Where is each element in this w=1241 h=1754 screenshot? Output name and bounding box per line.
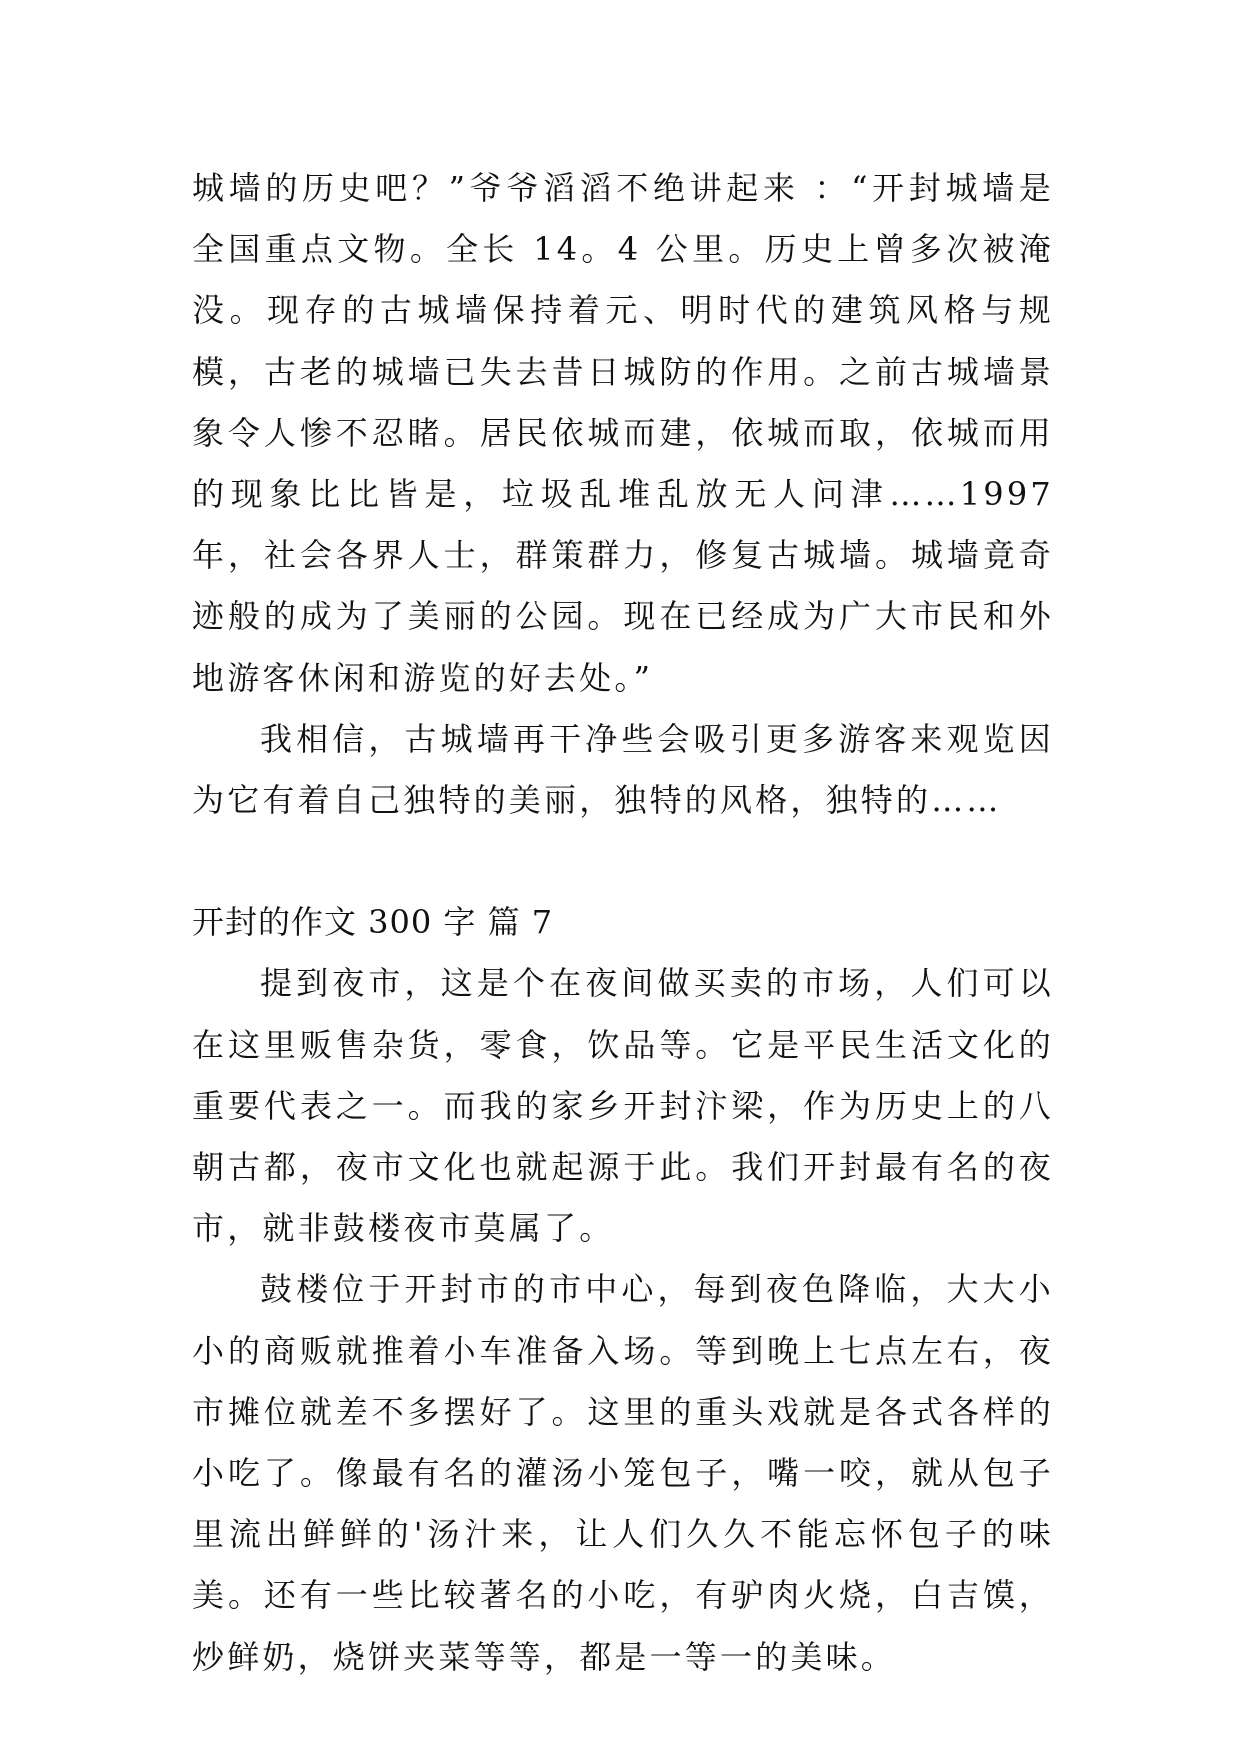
section-spacer xyxy=(192,831,1054,892)
paragraph-city-wall-conclusion: 我相信，古城墙再干净些会吸引更多游客来观览因为它有着自己独特的美丽，独特的风格，独特的…… xyxy=(192,719,1054,820)
paragraph-drum-tower-snacks: 鼓楼位于开封市的市中心，每到夜色降临，大大小小的商贩就推着小车准备入场。等到晚上七点左右，夜市摊位就差不多摆好了。这里的重头戏就是各式各样的小吃了。像最有名的灌汤小笼包子，嘴一咬，就从包子里流出鲜鲜的'汤汁来，让人们久久不能忘怀包子的味美。还有一些比较著名的小吃，有驴肉火烧，白吉馍，炒鲜奶，烧饼夹菜等等，都是一等一的美味。 xyxy=(192,1270,1054,1676)
paragraph-city-wall-history: 城墙的历史吧？”爷爷滔滔不绝讲起来 ：“开封城墙是全国重点文物。全长 14。4 公里。历史上曾多次被淹没。现存的古城墙保持着元、明时代的建筑风格与规模，古老的城墙已失去昔日城防的作用。之前古城墙景象令人惨不忍睹。居民依城而建，依城而取，依城而用的现象比比皆是，垃圾乱堆乱放无人问津……1997 年，社会各界人士，群策群力，修复古城墙。城墙竟奇迹般的成为了美丽的公园。现在已经成为广大市民和外地游客休闲和游览的好去处。” xyxy=(192,169,1054,697)
paragraph-night-market-intro: 提到夜市，这是个在夜间做买卖的市场，人们可以在这里贩售杂货，零食，饮品等。它是平民生活文化的重要代表之一。而我的家乡开封汴梁，作为历史上的八朝古都，夜市文化也就起源于此。我们开封最有名的夜市，就非鼓楼夜市莫属了。 xyxy=(192,964,1054,1248)
document-body xyxy=(192,158,1054,1688)
essay-heading: 开封的作文 300 字 篇 7 xyxy=(192,903,554,942)
